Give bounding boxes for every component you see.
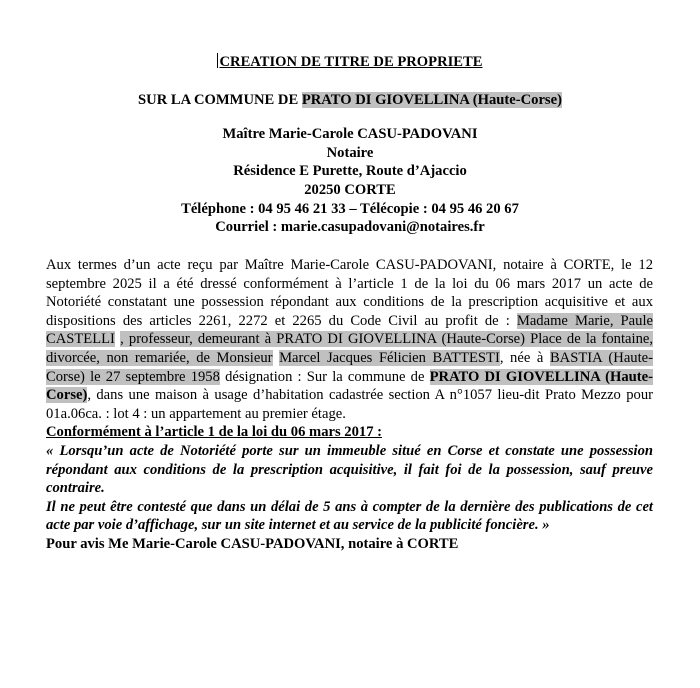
law-heading: Conformément à l’article 1 de la loi du 06 mars 2017 : xyxy=(46,424,383,441)
property-commune: PRATO DI GIOVELLINA (Haute-Corse) xyxy=(46,368,653,404)
notary-email: Courriel : marie.casupadovani@notaires.fr xyxy=(215,219,485,235)
law-quote-1: « Lorsqu’un acte de Notoriété porte sur un immeuble situé en Corse et constate une possession répondant aux conditions de la prescription acquisitive, il fait foi de la possession, sauf preuve contraire. xyxy=(46,442,653,497)
beneficiary-details: , professeur, demeurant à PRATO DI GIOVELLINA (Haute-Corse) Place de la fontaine, divorcée, non remariée, de Monsieur xyxy=(46,331,653,366)
ex-spouse-name: Marcel Jacques Félicien BATTESTI xyxy=(279,349,500,366)
beneficiary-name: Madame Marie, Paule xyxy=(516,312,653,329)
notary-address: Résidence E Purette, Route d’Ajaccio xyxy=(233,163,467,179)
commune-prefix: SUR LA COMMUNE DE xyxy=(138,92,302,108)
signature: Pour avis Me Marie-Carole CASU-PADOVANI, notaire à CORTE xyxy=(46,535,459,552)
notary-city: 20250 CORTE xyxy=(304,182,396,198)
document-body xyxy=(46,256,653,554)
law-quote-2: Il ne peut être contesté que dans un délai de 5 ans à compter de la dernière des publications de cet acte par voie d’affichage, sur un site internet et au service de la publicité foncière. » xyxy=(46,498,653,534)
birth-details: BASTIA (Haute-Corse) le 27 septembre 1958 xyxy=(46,349,653,385)
text-segment: désignation : Sur la commune de xyxy=(219,368,430,385)
notary-name: Maître Marie-Carole CASU-PADOVANI xyxy=(222,126,478,142)
document-title xyxy=(0,53,700,71)
commune-name: PRATO DI GIOVELLINA (Haute-Corse) xyxy=(301,92,562,108)
text-segment: Aux termes d’un acte reçu par Maître Marie-Carole CASU-PADOVANI, notaire à CORTE, le 12 septembre 2025 il a été dressé conformément à l’article 1 de la loi du 06 mars 2017 un acte de Notoriété constatant une possession répondant aux conditions de la prescription acquisitive et aux dispositions des articles 2261, 2272 et 2265 du Code Civil au profit de : xyxy=(46,257,653,329)
main-paragraph xyxy=(46,256,653,423)
notary-role: Notaire xyxy=(326,145,374,161)
title-text: CREATION DE TITRE DE PROPRIETE xyxy=(219,54,483,70)
text-segment: , née à xyxy=(499,349,550,366)
beneficiary-surname: CASTELLI xyxy=(46,331,115,348)
text-segment: , dans une maison à usage d’habitation cadastrée section A n°1057 lieu-dit Prato Mezzo pour 01a.06ca. : lot 4 : un appartement au premier étage. xyxy=(46,387,653,422)
notary-phone: Téléphone : 04 95 46 21 33 – Télécopie : 04 95 46 20 67 xyxy=(181,201,519,217)
commune-heading xyxy=(0,91,700,109)
